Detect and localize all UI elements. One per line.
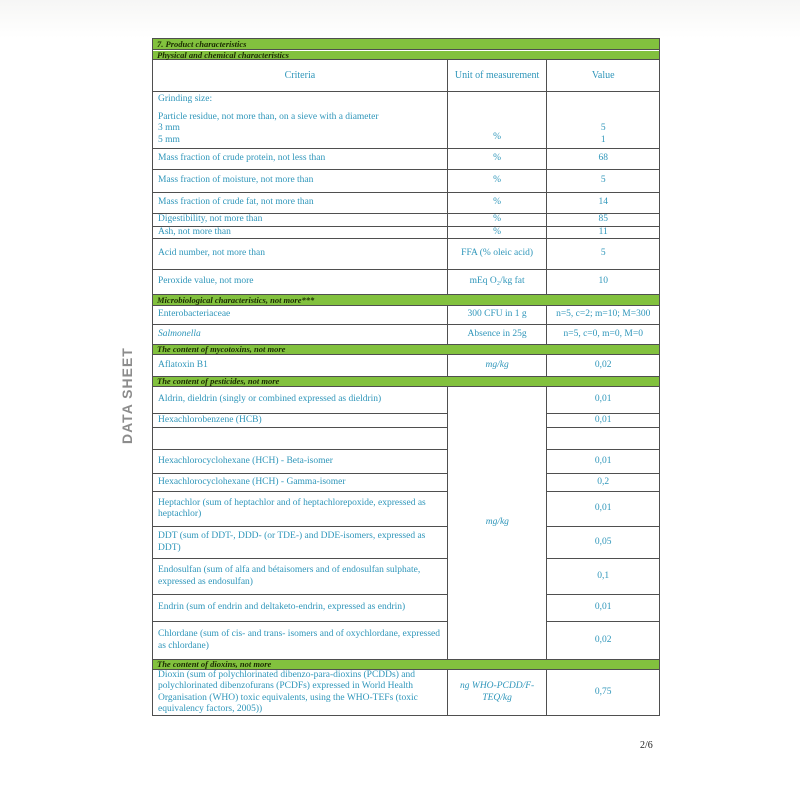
- criteria-cell-ddt: DDT (sum of DDT-, DDD- (or TDE-) and DDE-isomers, expressed as DDT): [153, 527, 447, 559]
- grinding-value-1: 5: [600, 123, 606, 134]
- unit-cell: %: [447, 227, 547, 238]
- grinding-size-2: 5 mm: [158, 134, 180, 145]
- unit-cell: Absence in 25g: [447, 325, 547, 344]
- table-header-row: [153, 60, 659, 92]
- criteria-cell: Mass fraction of crude fat, not more than: [158, 197, 314, 208]
- header-value: Value: [546, 60, 659, 91]
- criteria-cell: Mass fraction of crude protein, not less than: [158, 153, 326, 164]
- value-cell: 11: [546, 227, 659, 238]
- value-cell: 68: [546, 149, 659, 169]
- value-cell-ddt: 0,05: [547, 527, 659, 559]
- unit-cell: %: [447, 149, 547, 169]
- unit-cell: %: [447, 170, 547, 192]
- table-row-dioxin: [153, 670, 659, 715]
- side-label-data-sheet: DATA SHEET: [119, 347, 135, 445]
- criteria-cell-hch-gamma: Hexachlorocyclohexane (HCH) - Gamma-isomer: [153, 474, 447, 492]
- unit-cell: FFA (% oleic acid): [447, 239, 547, 269]
- value-cell-empty: [547, 428, 659, 450]
- value-cell: n=5, c=2; m=10; M=300: [546, 306, 659, 324]
- page-number: 2/6: [640, 740, 653, 751]
- criteria-cell: Ash, not more than: [158, 226, 231, 237]
- section-bar-microbiological: Microbiological characteristics, not more***: [153, 295, 659, 306]
- value-cell-endrin: 0,01: [547, 595, 659, 622]
- criteria-cell-chlordane: Chlordane (sum of cis- and trans- isomers and of oxychlordane, expressed as chlordane): [158, 629, 441, 651]
- section-bar-mycotoxins: The content of mycotoxins, not more: [153, 345, 659, 355]
- value-cell-endosulfan: 0,1: [547, 559, 659, 595]
- value-cell-hcb: 0,01: [547, 414, 659, 428]
- table-row-ash: [153, 227, 659, 239]
- unit-cell: ng WHO-PCDD/F-TEQ/kg: [447, 670, 547, 715]
- value-cell: 5: [546, 239, 659, 269]
- table-row-salmonella: [153, 325, 659, 345]
- grinding-desc: Particle residue, not more than, on a sieve with a diameter: [158, 111, 379, 122]
- grinding-size-1: 3 mm: [158, 123, 180, 134]
- unit-cell: mg/kg: [447, 355, 547, 376]
- value-cell: 0,02: [546, 355, 659, 376]
- criteria-cell-hcb: Hexachlorobenzene (HCB): [153, 414, 447, 428]
- table-row-crude-fat: [153, 193, 659, 214]
- criteria-cell: Acid number, not more than: [158, 248, 265, 259]
- unit-cell: %: [447, 214, 547, 226]
- value-cell: n=5, c=0, m=0, M=0: [546, 325, 659, 344]
- unit-cell: mEq O₂/kg fat: [447, 270, 547, 294]
- criteria-cell: Peroxide value, not more: [158, 276, 254, 287]
- section-bar-physical-chemical: Physical and chemical characteristics: [153, 50, 659, 60]
- table-row-acid-number: [153, 239, 659, 270]
- value-cell: 14: [546, 193, 659, 213]
- criteria-cell-aldrin: Aldrin, dieldrin (singly or combined expressed as dieldrin): [153, 387, 447, 414]
- header-unit: Unit of measurement: [447, 60, 547, 91]
- table-row-moisture: [153, 170, 659, 193]
- table-row-peroxide-value: [153, 270, 659, 295]
- value-cell: 85: [546, 214, 659, 226]
- grinding-criteria-cell: [153, 92, 447, 148]
- grinding-value-cell: [546, 92, 659, 148]
- criteria-cell-heptachlor: Heptachlor (sum of heptachlor and of heptachlorepoxide, expressed as heptachlor): [153, 492, 447, 527]
- table-row-aflatoxin-b1: [153, 355, 659, 377]
- pesticides-criteria-column: [153, 387, 447, 659]
- value-cell: 0,75: [546, 670, 659, 715]
- pesticides-block: [153, 387, 659, 660]
- table-row-grinding-size: [153, 92, 659, 149]
- criteria-cell: Digestibility, not more than: [158, 214, 263, 225]
- header-criteria: Criteria: [284, 69, 316, 81]
- unit-cell: %: [447, 193, 547, 213]
- section-bar-product-characteristics: 7. Product characteristics: [153, 39, 659, 50]
- pesticides-value-column: [547, 387, 659, 659]
- value-cell: 10: [546, 270, 659, 294]
- criteria-cell: Salmonella: [158, 328, 201, 339]
- pesticides-unit-merged-cell: mg/kg: [447, 387, 547, 659]
- value-cell-hch-beta: 0,01: [547, 450, 659, 474]
- criteria-cell: Mass fraction of moisture, not more than: [158, 175, 314, 186]
- unit-cell: 300 CFU in 1 g: [447, 306, 547, 324]
- criteria-cell: Aflatoxin B1: [158, 359, 208, 370]
- criteria-cell-endrin: Endrin (sum of endrin and deltaketo-endrin, expressed as endrin): [153, 595, 447, 622]
- criteria-cell-hch-beta: Hexachlorocyclohexane (HCH) - Beta-isomer: [153, 450, 447, 474]
- product-characteristics-table: [152, 38, 660, 716]
- value-cell-chlordane: 0,02: [594, 634, 612, 645]
- criteria-cell-endosulfan: Endosulfan (sum of alfa and bétaisomers and of endosulfan sulphate, expressed as endosulfan): [153, 559, 447, 595]
- value-cell-hch-gamma: 0,2: [547, 474, 659, 492]
- section-bar-pesticides: The content of pesticides, not more: [153, 377, 659, 387]
- criteria-cell: Dioxin (sum of polychlorinated dibenzo-para-dioxins (PCDDs) and polychlorinated dibenzofurans (PCDFs) expressed in World Health Organisation (WHO) toxic equivalents, using the WHO-TEFs (toxic equivalency factors, 2005)): [158, 669, 418, 714]
- grinding-unit-cell: %: [447, 92, 547, 148]
- value-cell-heptachlor: 0,01: [547, 492, 659, 527]
- criteria-cell-empty: [153, 428, 447, 450]
- criteria-cell: Enterobacteriaceae: [158, 309, 231, 320]
- value-cell: 5: [546, 170, 659, 192]
- value-cell-aldrin: 0,01: [547, 387, 659, 414]
- table-row-crude-protein: [153, 149, 659, 170]
- grinding-value-2: 1: [600, 134, 606, 145]
- grinding-title: Grinding size:: [158, 94, 213, 104]
- table-row-digestibility: [153, 214, 659, 227]
- section-bar-dioxins: The content of dioxins, not more: [153, 660, 659, 670]
- table-row-enterobacteriaceae: [153, 306, 659, 325]
